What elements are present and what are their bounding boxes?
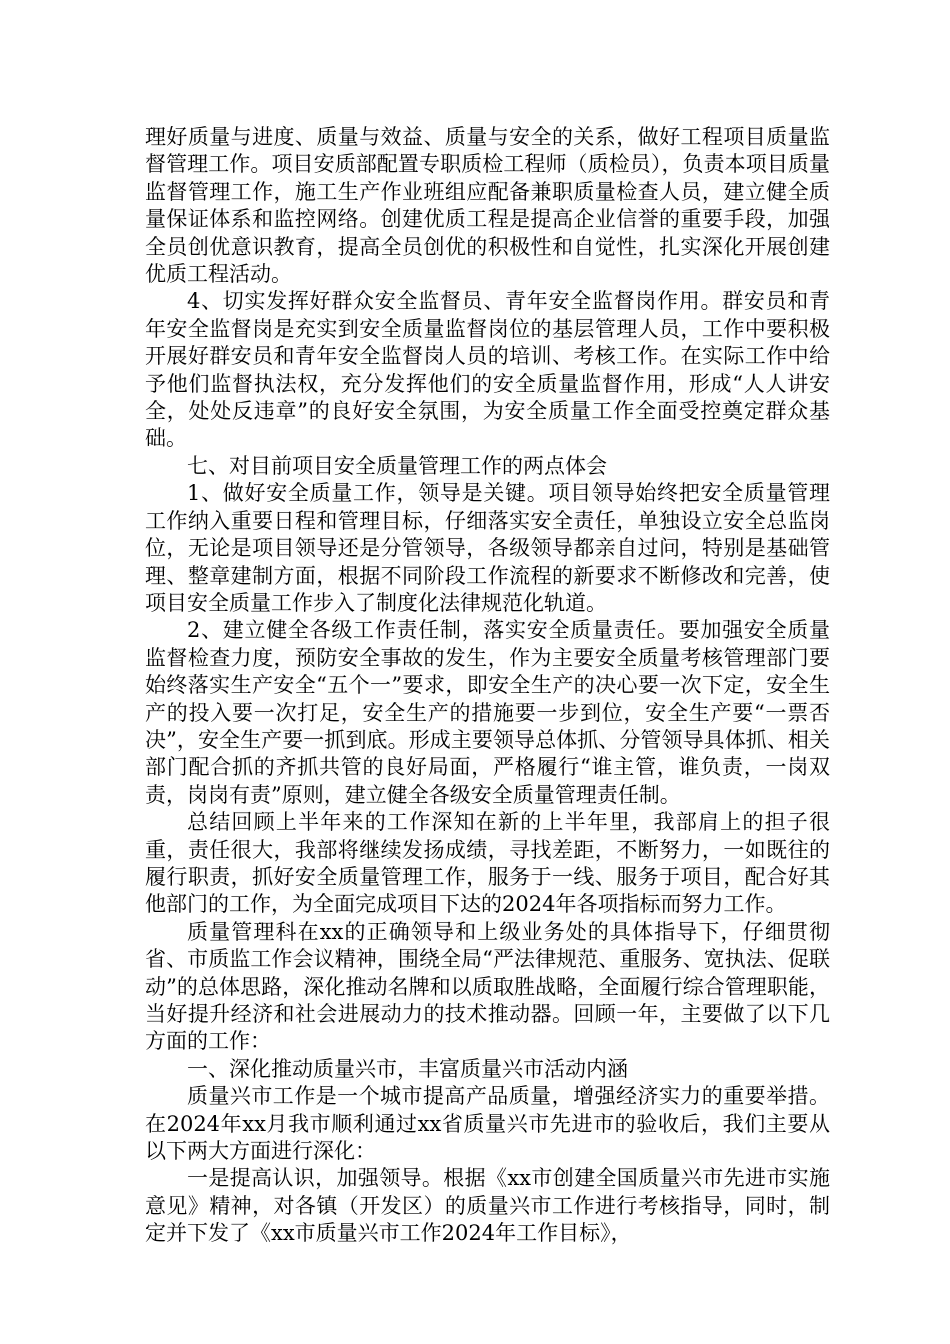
paragraph-2: 4、切实发挥好群众安全监督员、青年安全监督岗作用。群安员和青年安全监督岗是充实到安全质量监督岗位的基层管理人员，工作中要积极开展好群安员和青年安全监督岗人员的培训、考核工作。在实际工作中给予他们监督执法权，充分发挥他们的安全质量监督作用，形成“人人讲安全，处处反违章”的良好安全氛围，为安全质量工作全面受控奠定群众基础。 xyxy=(145,289,830,451)
paragraph-5: 2、建立健全各级工作责任制，落实安全质量责任。要加强安全质量监督检查力度，预防安全事故的发生，作为主要安全质量考核管理部门要始终落实生产安全“五个一”要求，即安全生产的决心要一次下定，安全生产的投入要一次打足，安全生产的措施要一步到位，安全生产要“一票否决”，安全生产要一抓到底。形成主要领导总体抓、分管领导具体抓、相关部门配合抓的齐抓共管的良好局面，严格履行“谁主管，谁负责，一岗双责，岗岗有责”原则，建立健全各级安全质量管理责任制。 xyxy=(145,618,830,807)
document-body xyxy=(145,124,830,1248)
paragraph-6: 总结回顾上半年来的工作深知在新的上半年里，我部肩上的担子很重，责任很大，我部将继续发扬成绩，寻找差距，不断努力，一如既往的履行职责，抓好安全质量管理工作，服务于一线、服务于项目，配合好其他部门的工作，为全面完成项目下达的2024年各项指标而努力工作。 xyxy=(145,810,830,917)
paragraph-1: 理好质量与进度、质量与效益、质量与安全的关系，做好工程项目质量监督管理工作。项目安质部配置专职质检工程师（质检员），负责本项目质量监督管理工作，施工生产作业班组应配备兼职质量检查人员，建立健全质量保证体系和监控网络。创建优质工程是提高企业信誉的重要手段，加强全员创优意识教育，提高全员创优的积极性和自觉性，扎实深化开展创建优质工程活动。 xyxy=(145,125,830,287)
paragraph-4: 1、做好安全质量工作，领导是关键。项目领导始终把安全质量管理工作纳入重要日程和管理目标，仔细落实安全责任，单独设立安全总监岗位，无论是项目领导还是分管领导，各级领导都亲自过问，特别是基础管理、整章建制方面，根据不同阶段工作流程的新要求不断修改和完善，使项目安全质量工作步入了制度化法律规范化轨道。 xyxy=(145,481,830,615)
paragraph-10: 一是提高认识，加强领导。根据《xx市创建全国质量兴市先进市实施意见》精神，对各镇（开发区）的质量兴市工作进行考核指导，同时，制定并下发了《xx市质量兴市工作2024年工作目标》， xyxy=(145,1166,830,1246)
section-heading-7: 七、对目前项目安全质量管理工作的两点体会 xyxy=(187,453,607,478)
section-heading-1: 一、深化推动质量兴市，丰富质量兴市活动内涵 xyxy=(187,1056,628,1081)
paragraph-7: 质量管理科在xx的正确领导和上级业务处的具体指导下，仔细贯彻省、市质监工作会议精神，围绕全局“严法律规范、重服务、宽执法、促联动”的总体思路，深化推动名牌和以质取胜战略，全面履行综合管理职能，当好提升经济和社会进展动力的技术推动器。回顾一年，主要做了以下几方面的工作： xyxy=(145,919,830,1054)
paragraph-9: 质量兴市工作是一个城市提高产品质量，增强经济实力的重要举措。在2024年xx月我市顺利通过xx省质量兴市先进市的验收后，我们主要从以下两大方面进行深化： xyxy=(145,1084,830,1164)
